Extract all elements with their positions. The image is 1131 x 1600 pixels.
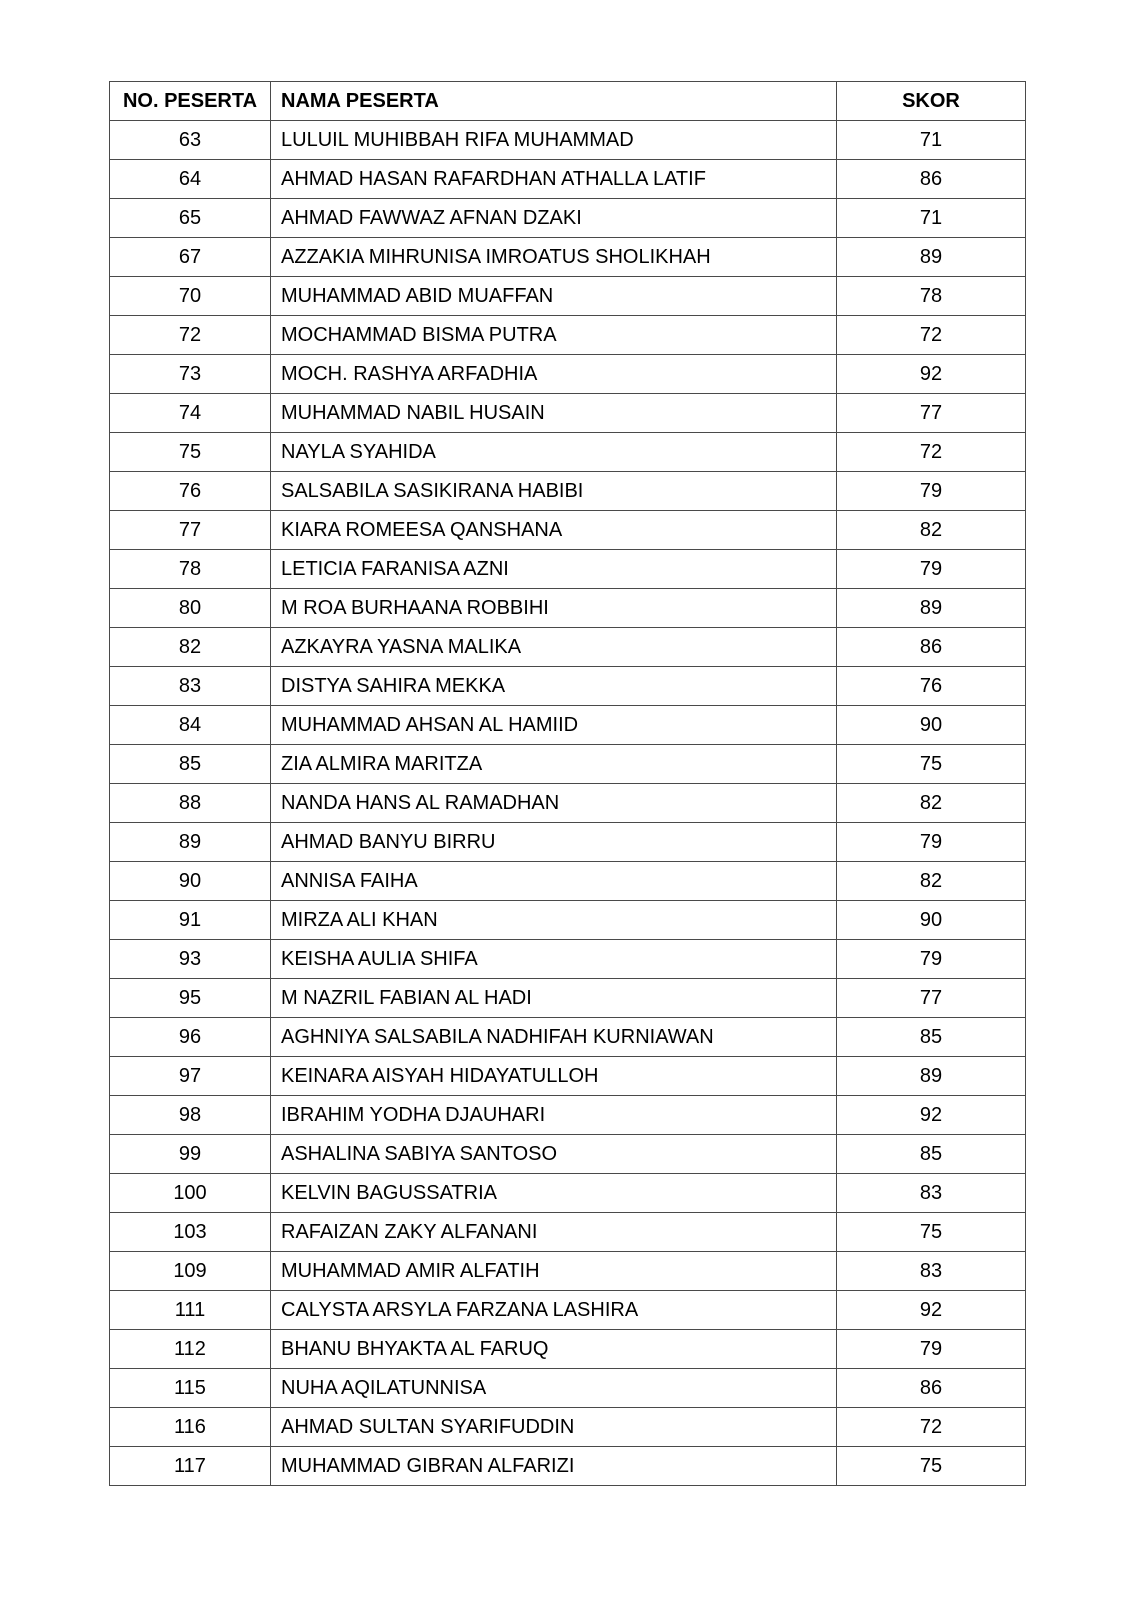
table-row	[110, 277, 1026, 316]
score-cell: 79	[837, 940, 1026, 979]
score-cell: 78	[837, 277, 1026, 316]
score-cell: 71	[837, 199, 1026, 238]
participant-number-cell: 100	[110, 1174, 271, 1213]
score-cell: 75	[837, 745, 1026, 784]
score-cell: 89	[837, 238, 1026, 277]
score-cell: 79	[837, 823, 1026, 862]
participant-number-cell: 88	[110, 784, 271, 823]
score-cell: 79	[837, 472, 1026, 511]
participant-name-cell: RAFAIZAN ZAKY ALFANANI	[271, 1213, 837, 1252]
table-row	[110, 940, 1026, 979]
score-cell: 75	[837, 1213, 1026, 1252]
score-cell: 86	[837, 628, 1026, 667]
participant-name-cell: KEINARA AISYAH HIDAYATULLOH	[271, 1057, 837, 1096]
score-cell: 75	[837, 1447, 1026, 1486]
score-cell: 79	[837, 1330, 1026, 1369]
participant-name-cell: AHMAD HASAN RAFARDHAN ATHALLA LATIF	[271, 160, 837, 199]
participant-name-cell: ASHALINA SABIYA SANTOSO	[271, 1135, 837, 1174]
table-row	[110, 745, 1026, 784]
participant-name-cell: AHMAD BANYU BIRRU	[271, 823, 837, 862]
column-header-skor: SKOR	[837, 82, 1026, 121]
participant-number-cell: 84	[110, 706, 271, 745]
table-row	[110, 355, 1026, 394]
table-row	[110, 1369, 1026, 1408]
score-cell: 83	[837, 1252, 1026, 1291]
score-cell: 86	[837, 1369, 1026, 1408]
table-row	[110, 160, 1026, 199]
column-header-nama-peserta: NAMA PESERTA	[271, 82, 837, 121]
participant-number-cell: 112	[110, 1330, 271, 1369]
table-row	[110, 199, 1026, 238]
table-row	[110, 121, 1026, 160]
participant-number-cell: 70	[110, 277, 271, 316]
participant-number-cell: 96	[110, 1018, 271, 1057]
table-row	[110, 862, 1026, 901]
participant-number-cell: 99	[110, 1135, 271, 1174]
participant-name-cell: LULUIL MUHIBBAH RIFA MUHAMMAD	[271, 121, 837, 160]
participant-number-cell: 80	[110, 589, 271, 628]
table-row	[110, 472, 1026, 511]
table-row	[110, 1408, 1026, 1447]
score-cell: 92	[837, 355, 1026, 394]
participant-name-cell: MUHAMMAD AHSAN AL HAMIID	[271, 706, 837, 745]
table-row	[110, 1135, 1026, 1174]
table-header-row	[110, 82, 1026, 121]
participant-number-cell: 73	[110, 355, 271, 394]
participant-name-cell: AZZAKIA MIHRUNISA IMROATUS SHOLIKHAH	[271, 238, 837, 277]
table-row	[110, 238, 1026, 277]
table-row	[110, 1291, 1026, 1330]
table-row	[110, 1096, 1026, 1135]
participant-name-cell: MUHAMMAD ABID MUAFFAN	[271, 277, 837, 316]
score-cell: 79	[837, 550, 1026, 589]
participant-number-cell: 98	[110, 1096, 271, 1135]
score-cell: 83	[837, 1174, 1026, 1213]
table-row	[110, 784, 1026, 823]
participant-number-cell: 115	[110, 1369, 271, 1408]
score-cell: 85	[837, 1018, 1026, 1057]
participant-name-cell: M ROA BURHAANA ROBBIHI	[271, 589, 837, 628]
score-cell: 71	[837, 121, 1026, 160]
participant-number-cell: 90	[110, 862, 271, 901]
participant-name-cell: KELVIN BAGUSSATRIA	[271, 1174, 837, 1213]
table-row	[110, 316, 1026, 355]
participant-score-sheet	[109, 81, 1025, 1486]
participant-name-cell: KEISHA AULIA SHIFA	[271, 940, 837, 979]
table-row	[110, 667, 1026, 706]
participant-number-cell: 85	[110, 745, 271, 784]
score-cell: 90	[837, 901, 1026, 940]
participant-number-cell: 82	[110, 628, 271, 667]
score-cell: 77	[837, 394, 1026, 433]
participant-number-cell: 109	[110, 1252, 271, 1291]
table-body	[110, 121, 1026, 1486]
score-cell: 72	[837, 316, 1026, 355]
score-cell: 76	[837, 667, 1026, 706]
participant-number-cell: 67	[110, 238, 271, 277]
table-row	[110, 706, 1026, 745]
participant-number-cell: 83	[110, 667, 271, 706]
participant-name-cell: MUHAMMAD GIBRAN ALFARIZI	[271, 1447, 837, 1486]
participant-name-cell: MOCHAMMAD BISMA PUTRA	[271, 316, 837, 355]
table-row	[110, 1330, 1026, 1369]
table-row	[110, 433, 1026, 472]
table-row	[110, 1057, 1026, 1096]
score-cell: 85	[837, 1135, 1026, 1174]
table-row	[110, 1447, 1026, 1486]
table-row	[110, 1174, 1026, 1213]
participant-score-table	[109, 81, 1026, 1486]
participant-name-cell: ZIA ALMIRA MARITZA	[271, 745, 837, 784]
table-row	[110, 628, 1026, 667]
participant-number-cell: 97	[110, 1057, 271, 1096]
participant-name-cell: MIRZA ALI KHAN	[271, 901, 837, 940]
participant-name-cell: NUHA AQILATUNNISA	[271, 1369, 837, 1408]
participant-number-cell: 103	[110, 1213, 271, 1252]
participant-number-cell: 91	[110, 901, 271, 940]
participant-number-cell: 93	[110, 940, 271, 979]
participant-name-cell: NANDA HANS AL RAMADHAN	[271, 784, 837, 823]
participant-number-cell: 89	[110, 823, 271, 862]
participant-name-cell: BHANU BHYAKTA AL FARUQ	[271, 1330, 837, 1369]
participant-name-cell: MOCH. RASHYA ARFADHIA	[271, 355, 837, 394]
table-row	[110, 550, 1026, 589]
score-cell: 82	[837, 862, 1026, 901]
table-row	[110, 1213, 1026, 1252]
participant-name-cell: DISTYA SAHIRA MEKKA	[271, 667, 837, 706]
participant-name-cell: IBRAHIM YODHA DJAUHARI	[271, 1096, 837, 1135]
column-header-no-peserta: NO. PESERTA	[110, 82, 271, 121]
participant-name-cell: MUHAMMAD NABIL HUSAIN	[271, 394, 837, 433]
table-row	[110, 901, 1026, 940]
score-cell: 90	[837, 706, 1026, 745]
score-cell: 89	[837, 589, 1026, 628]
score-cell: 92	[837, 1291, 1026, 1330]
participant-name-cell: AHMAD SULTAN SYARIFUDDIN	[271, 1408, 837, 1447]
participant-name-cell: ANNISA FAIHA	[271, 862, 837, 901]
participant-name-cell: NAYLA SYAHIDA	[271, 433, 837, 472]
participant-number-cell: 64	[110, 160, 271, 199]
table-row	[110, 589, 1026, 628]
participant-number-cell: 74	[110, 394, 271, 433]
participant-number-cell: 77	[110, 511, 271, 550]
participant-name-cell: CALYSTA ARSYLA FARZANA LASHIRA	[271, 1291, 837, 1330]
participant-number-cell: 78	[110, 550, 271, 589]
participant-name-cell: AHMAD FAWWAZ AFNAN DZAKI	[271, 199, 837, 238]
participant-number-cell: 72	[110, 316, 271, 355]
participant-name-cell: AZKAYRA YASNA MALIKA	[271, 628, 837, 667]
score-cell: 86	[837, 160, 1026, 199]
score-cell: 82	[837, 511, 1026, 550]
participant-name-cell: LETICIA FARANISA AZNI	[271, 550, 837, 589]
participant-number-cell: 111	[110, 1291, 271, 1330]
table-row	[110, 823, 1026, 862]
participant-name-cell: AGHNIYA SALSABILA NADHIFAH KURNIAWAN	[271, 1018, 837, 1057]
score-cell: 89	[837, 1057, 1026, 1096]
table-row	[110, 1252, 1026, 1291]
table-row	[110, 394, 1026, 433]
participant-number-cell: 116	[110, 1408, 271, 1447]
participant-number-cell: 76	[110, 472, 271, 511]
score-cell: 82	[837, 784, 1026, 823]
score-cell: 72	[837, 433, 1026, 472]
participant-number-cell: 95	[110, 979, 271, 1018]
participant-name-cell: MUHAMMAD AMIR ALFATIH	[271, 1252, 837, 1291]
table-row	[110, 511, 1026, 550]
participant-number-cell: 65	[110, 199, 271, 238]
table-row	[110, 1018, 1026, 1057]
participant-name-cell: KIARA ROMEESA QANSHANA	[271, 511, 837, 550]
participant-number-cell: 75	[110, 433, 271, 472]
score-cell: 77	[837, 979, 1026, 1018]
score-cell: 72	[837, 1408, 1026, 1447]
score-cell: 92	[837, 1096, 1026, 1135]
participant-name-cell: M NAZRIL FABIAN AL HADI	[271, 979, 837, 1018]
table-row	[110, 979, 1026, 1018]
participant-number-cell: 117	[110, 1447, 271, 1486]
participant-number-cell: 63	[110, 121, 271, 160]
participant-name-cell: SALSABILA SASIKIRANA HABIBI	[271, 472, 837, 511]
